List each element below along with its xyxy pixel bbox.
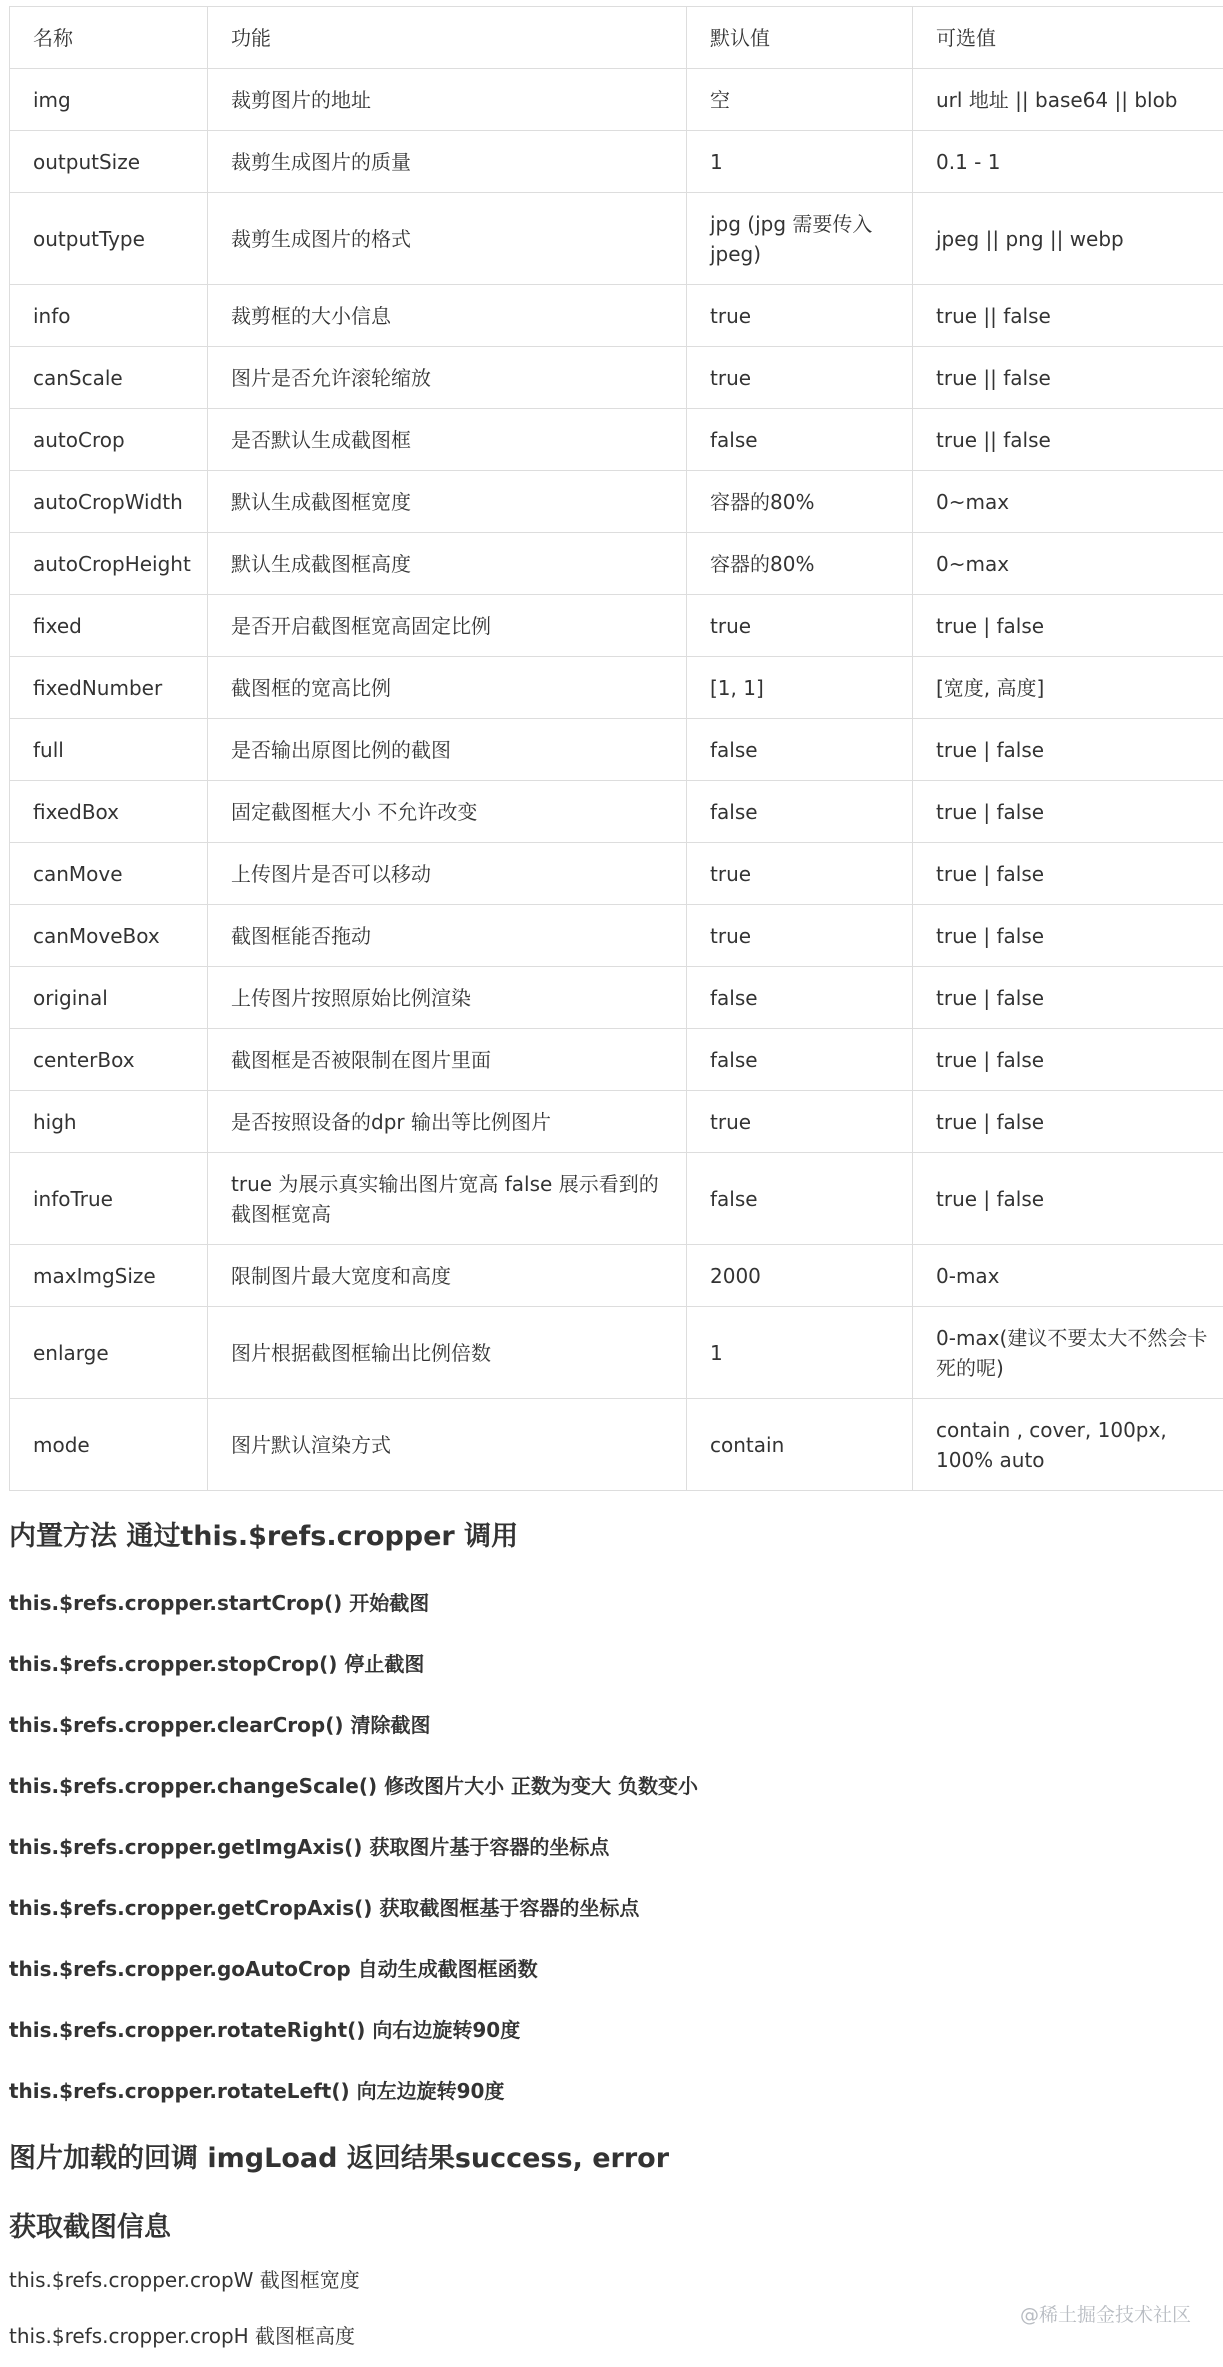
table-body [10,69,1223,1491]
table-row [10,471,1223,533]
callback-heading: 图片加载的回调 imgLoad 返回结果success, error [9,2143,670,2174]
cell-desc: 是否输出原图比例的截图 [208,719,687,781]
cell-default: contain [687,1399,913,1491]
cell-desc: 上传图片按照原始比例渲染 [208,967,687,1029]
method-item: this.$refs.cropper.stopCrop() 停止截图 [9,1652,425,1676]
watermark: @稀土掘金技术社区 [1020,2304,1192,2326]
cell-options: true | false [913,967,1223,1029]
cell-default: 容器的80% [687,533,913,595]
table-row [10,967,1223,1029]
cell-desc: 截图框的宽高比例 [208,657,687,719]
cell-options: true | false [913,1153,1223,1245]
cell-options: contain , cover, 100px, 100% auto [913,1399,1223,1491]
method-item: this.$refs.cropper.rotateRight() 向右边旋转90度 [9,2018,521,2042]
table-row [10,193,1223,285]
cell-default: 1 [687,131,913,193]
table-row [10,905,1223,967]
cell-options: true | false [913,843,1223,905]
cell-name: canScale [10,347,208,409]
cell-options: true | false [913,1091,1223,1153]
cell-options: true | false [913,719,1223,781]
cell-name: centerBox [10,1029,208,1091]
cell-name: fixedBox [10,781,208,843]
cell-options: true || false [913,347,1223,409]
props-table [9,6,1223,1491]
cell-name: full [10,719,208,781]
cell-default: false [687,781,913,843]
cell-default: true [687,595,913,657]
cell-desc: 是否默认生成截图框 [208,409,687,471]
cell-options: url 地址 || base64 || blob [913,69,1223,131]
cell-name: autoCrop [10,409,208,471]
cell-default: jpg (jpg 需要传入jpeg) [687,193,913,285]
method-item: this.$refs.cropper.startCrop() 开始截图 [9,1591,430,1615]
cell-name: infoTrue [10,1153,208,1245]
table-row [10,781,1223,843]
cell-desc: 图片默认渲染方式 [208,1399,687,1491]
table-row [10,719,1223,781]
cell-options: 0~max [913,533,1223,595]
table-row [10,843,1223,905]
table-row [10,285,1223,347]
cell-default: 2000 [687,1245,913,1307]
cell-desc: 限制图片最大宽度和高度 [208,1245,687,1307]
cell-options: true || false [913,285,1223,347]
cell-default: 容器的80% [687,471,913,533]
cell-options: 0-max [913,1245,1223,1307]
cell-name: outputSize [10,131,208,193]
table-row [10,131,1223,193]
cell-desc: 截图框是否被限制在图片里面 [208,1029,687,1091]
cell-options: true | false [913,905,1223,967]
cell-options: 0~max [913,471,1223,533]
cell-name: canMoveBox [10,905,208,967]
table-row [10,657,1223,719]
cell-default: true [687,1091,913,1153]
cell-options: 0.1 - 1 [913,131,1223,193]
cell-default: false [687,967,913,1029]
cell-default: [1, 1] [687,657,913,719]
method-item: this.$refs.cropper.getImgAxis() 获取图片基于容器的坐标点 [9,1835,610,1859]
cell-desc: true 为展示真实输出图片宽高 false 展示看到的截图框宽高 [208,1153,687,1245]
table-row [10,1399,1223,1491]
header-default: 默认值 [687,7,913,69]
cell-options: 0-max(建议不要太大不然会卡死的呢) [913,1307,1223,1399]
table-row [10,1245,1223,1307]
cell-desc: 裁剪图片的地址 [208,69,687,131]
method-item: this.$refs.cropper.changeScale() 修改图片大小 正数为变大 负数变小 [9,1774,699,1798]
cell-options: [宽度, 高度] [913,657,1223,719]
cell-desc: 上传图片是否可以移动 [208,843,687,905]
cell-name: img [10,69,208,131]
table-header-row [10,7,1223,69]
cell-default: true [687,843,913,905]
cell-name: mode [10,1399,208,1491]
cell-options: true | false [913,595,1223,657]
cell-default: false [687,1029,913,1091]
table-row [10,409,1223,471]
cell-desc: 固定截图框大小 不允许改变 [208,781,687,843]
cell-desc: 裁剪框的大小信息 [208,285,687,347]
methods-heading: 内置方法 通过this.$refs.cropper 调用 [9,1521,519,1552]
cell-name: fixedNumber [10,657,208,719]
cell-name: maxImgSize [10,1245,208,1307]
cell-name: canMove [10,843,208,905]
crop-info-item: this.$refs.cropper.cropW 截图框宽度 [9,2268,360,2292]
table-row [10,69,1223,131]
cell-desc: 默认生成截图框高度 [208,533,687,595]
cell-default: 1 [687,1307,913,1399]
table-row [10,1029,1223,1091]
header-function: 功能 [208,7,687,69]
header-options: 可选值 [913,7,1223,69]
cell-options: jpeg || png || webp [913,193,1223,285]
method-item: this.$refs.cropper.clearCrop() 清除截图 [9,1713,431,1737]
cell-default: true [687,347,913,409]
table-row [10,595,1223,657]
crop-info-heading: 获取截图信息 [9,2212,171,2243]
cell-name: fixed [10,595,208,657]
cell-desc: 图片根据截图框输出比例倍数 [208,1307,687,1399]
cell-name: high [10,1091,208,1153]
cell-name: autoCropWidth [10,471,208,533]
cell-desc: 裁剪生成图片的质量 [208,131,687,193]
table-row [10,1153,1223,1245]
cell-options: true | false [913,781,1223,843]
cell-default: 空 [687,69,913,131]
method-item: this.$refs.cropper.goAutoCrop 自动生成截图框函数 [9,1957,538,1981]
cell-name: info [10,285,208,347]
cell-desc: 截图框能否拖动 [208,905,687,967]
cell-default: true [687,905,913,967]
cell-default: false [687,1153,913,1245]
method-item: this.$refs.cropper.rotateLeft() 向左边旋转90度 [9,2079,505,2103]
cell-desc: 是否按照设备的dpr 输出等比例图片 [208,1091,687,1153]
cell-name: original [10,967,208,1029]
cell-default: true [687,285,913,347]
cell-desc: 是否开启截图框宽高固定比例 [208,595,687,657]
cell-desc: 裁剪生成图片的格式 [208,193,687,285]
cell-options: true | false [913,1029,1223,1091]
cell-name: outputType [10,193,208,285]
crop-info-item: this.$refs.cropper.cropH 截图框高度 [9,2324,356,2348]
cell-desc: 图片是否允许滚轮缩放 [208,347,687,409]
table-row [10,1091,1223,1153]
cell-name: autoCropHeight [10,533,208,595]
method-item: this.$refs.cropper.getCropAxis() 获取截图框基于容器的坐标点 [9,1896,640,1920]
cell-default: false [687,719,913,781]
table-row [10,1307,1223,1399]
cell-default: false [687,409,913,471]
cell-desc: 默认生成截图框宽度 [208,471,687,533]
table-row [10,347,1223,409]
header-name: 名称 [10,7,208,69]
cell-options: true || false [913,409,1223,471]
table-header [10,7,1223,69]
cell-name: enlarge [10,1307,208,1399]
table-row [10,533,1223,595]
